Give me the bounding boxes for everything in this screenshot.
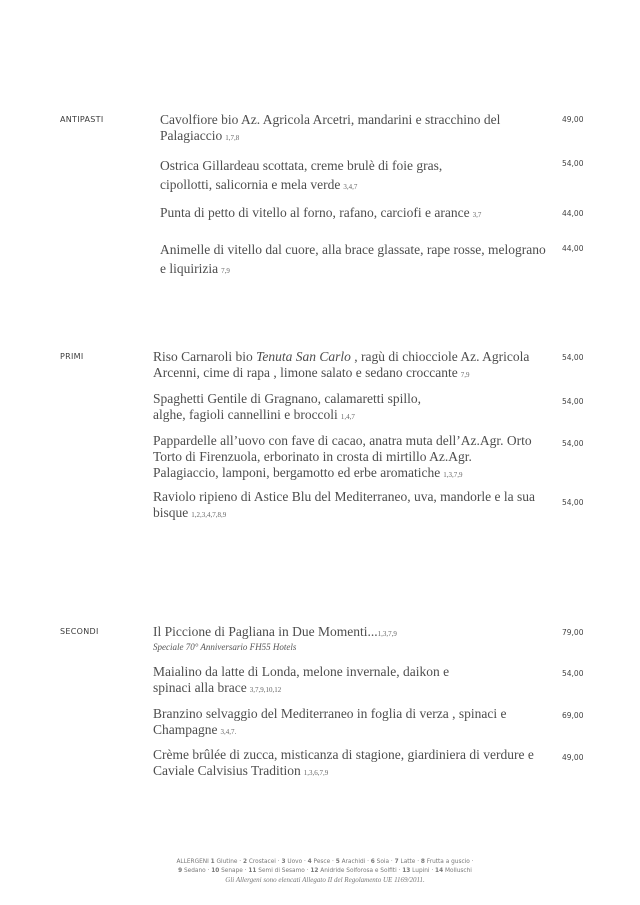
menu-item (153, 624, 548, 653)
menu-item (153, 664, 453, 698)
item-text: Raviolo ripieno di Astice Blu del Mediterraneo, uva, mandorle e la sua bisque (153, 489, 536, 520)
item-text: Animelle di vitello dal cuore, alla brace glassate, rape rosse, melograno e liquirizia (160, 242, 546, 276)
allergen-entry: 3 Uovo · (281, 859, 308, 865)
allergen-list (140, 858, 510, 876)
item-price: 54,00 (562, 159, 584, 168)
allergen-entry: 8 Frutta a guscio · (420, 859, 474, 865)
menu-item (160, 205, 550, 223)
item-note: Speciale 70° Anniversario FH55 Hotels (153, 642, 297, 652)
allergen-codes: 1,2,3,4,7,8,9 (191, 511, 227, 519)
item-text: Maialino da latte di Londa, melone invernale, daikon e spinaci alla brace (153, 664, 450, 695)
allergen-entry: 5 Arachidi · (335, 859, 371, 865)
allergen-codes: 1,7,8 (225, 134, 240, 142)
menu-item (160, 112, 550, 146)
allergen-entry: 4 Pesce · (307, 859, 336, 865)
menu-item (160, 156, 460, 197)
item-text: Cavolfiore bio Az. Agricola Arcetri, mandarini e stracchino del Palagiaccio (160, 112, 501, 143)
allergen-codes: 1,3,6,7,9 (303, 769, 329, 777)
allergen-entry: 9 Sedano · (178, 868, 212, 874)
menu-item (153, 349, 548, 383)
allergen-codes: 3,7 (472, 211, 482, 219)
section-label-antipasti: ANTIPASTI (60, 115, 104, 124)
allergen-codes: 7,9 (221, 267, 230, 275)
item-price: 54,00 (562, 353, 584, 362)
menu-item (153, 489, 538, 523)
menu-item (153, 706, 513, 740)
item-price: 49,00 (562, 753, 584, 762)
item-price: 79,00 (562, 628, 584, 637)
menu-item (153, 747, 548, 781)
item-price: 54,00 (562, 397, 584, 406)
allergen-entry: 11 Semi di Sesamo · (248, 868, 311, 874)
section-label-primi: PRIMI (60, 352, 84, 361)
item-text: Punta di petto di vitello al forno, rafano, carciofi e arance (160, 205, 470, 220)
allergen-codes: 3,7,9,10,12 (249, 686, 282, 694)
item-text: Ostrica Gillardeau scottata, creme brulè di foie gras, cipollotti, salicornia e mela verde (160, 158, 443, 192)
allergen-codes: 1,4,7 (340, 413, 355, 421)
menu-item (153, 391, 453, 425)
item-text: Branzino selvaggio del Mediterraneo in foglia di verza , spinaci e Champagne (153, 706, 507, 737)
allergen-entry: 1 Glutine · (210, 859, 243, 865)
item-price: 49,00 (562, 115, 584, 124)
item-text: Crème brûlée di zucca, misticanza di stagione, giardiniera di verdure e Caviale Calvisius Tradition (153, 747, 534, 778)
allergen-entry: 14 Molluschi (435, 868, 472, 874)
allergen-codes: 3,4,7 (343, 183, 358, 191)
menu-item (160, 240, 550, 281)
item-text: Il Piccione di Pagliana in Due Momenti... (153, 624, 378, 639)
allergen-entry: 13 Lupini · (402, 868, 436, 874)
item-price: 44,00 (562, 209, 584, 218)
allergen-entry: 2 Crostacei · (242, 859, 282, 865)
item-price: 54,00 (562, 439, 584, 448)
item-price: 54,00 (562, 498, 584, 507)
allergen-codes: 3,4,7. (220, 728, 237, 736)
item-text-italic: Tenuta San Carlo (256, 349, 351, 364)
allergen-entry: 7 Latte · (394, 859, 421, 865)
item-text: Riso Carnaroli bio (153, 349, 257, 364)
item-price: 69,00 (562, 711, 584, 720)
allergen-entry: 12 Anidride Solforosa e Solfiti · (310, 868, 403, 874)
allergen-footer (140, 858, 510, 885)
allergen-codes: 1,3,7,9 (443, 471, 463, 479)
menu-item (153, 433, 538, 483)
allergen-title: ALLERGENI (176, 859, 209, 865)
item-price: 54,00 (562, 669, 584, 678)
section-label-secondi: SECONDI (60, 627, 99, 636)
allergen-entry: 10 Senape · (211, 868, 249, 874)
item-text: Pappardelle all’uovo con fave di cacao, anatra muta dell’Az.Agr. Orto Torto di Firenzuola, erborinato in crosta di mirtillo Az.Agr. Palagiaccio, lamponi, bergamotto ed erbe aromatiche (153, 433, 532, 480)
allergen-entry: 6 Soia · (370, 859, 395, 865)
item-price: 44,00 (562, 244, 584, 253)
item-text: , ragù di chiocciole Az. Agricola Arcenni, cime di rapa , limone salato e sedano croccante (153, 349, 530, 380)
item-text: Spaghetti Gentile di Gragnano, calamaretti spillo, alghe, fagioli cannellini e broccoli (153, 391, 422, 422)
allergen-codes: 7,9 (460, 371, 470, 379)
allergen-legal-note: Gli Allergeni sono elencati Allegato II del Regolamento UE 1169/2011. (225, 876, 425, 884)
allergen-codes: 1,3,7,9 (377, 630, 397, 638)
